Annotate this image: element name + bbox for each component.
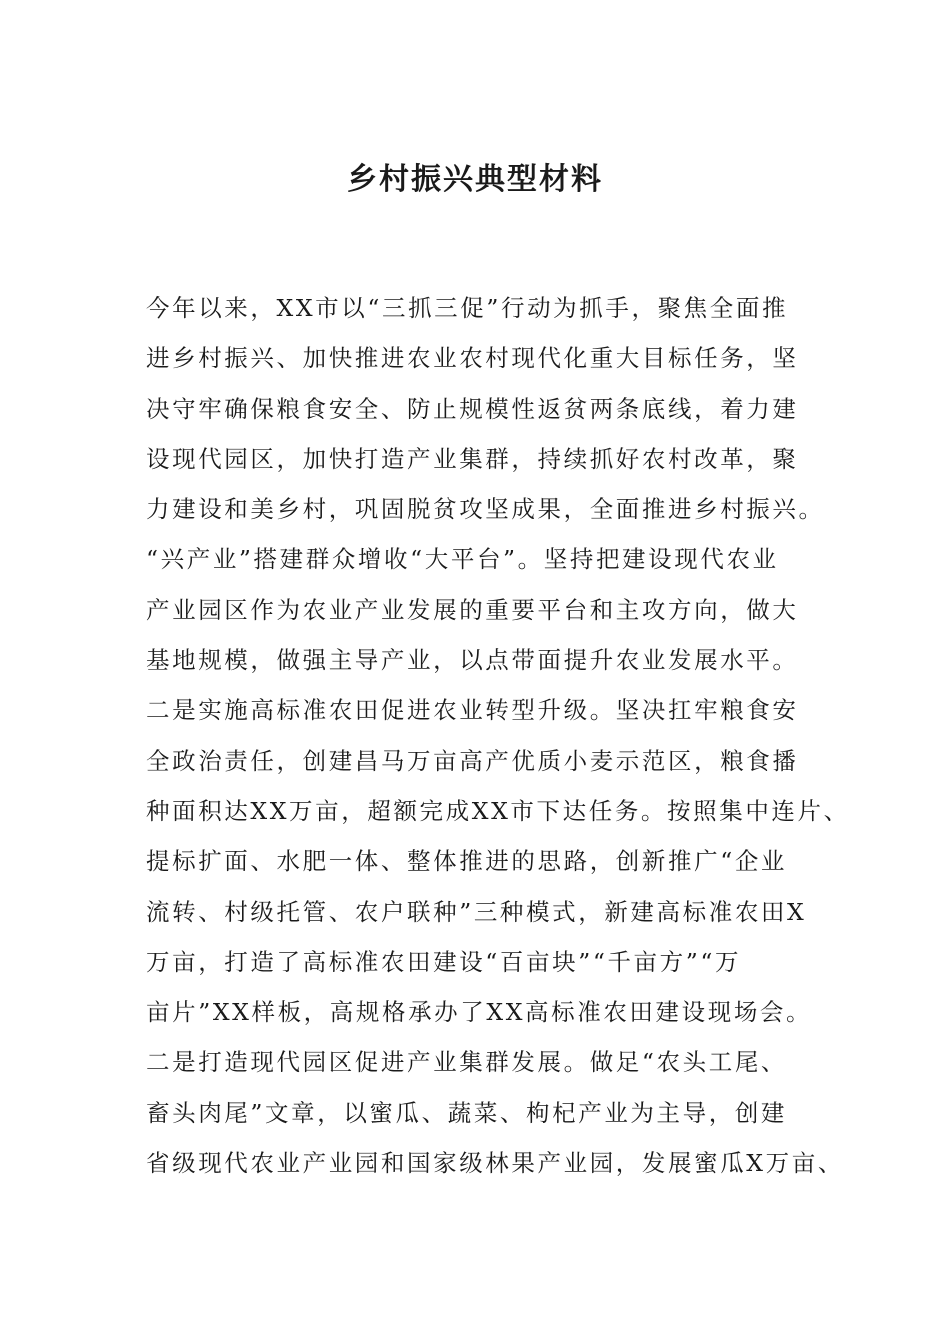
body-line: 产业园区作为农业产业发展的重要平台和主攻方向，做大 [146, 595, 799, 624]
body-line: 决守牢确保粮食安全、防止规模性返贫两条底线，着力建 [146, 394, 799, 423]
body-line: 流转、村级托管、农户联种”三种模式，新建高标准农田X [146, 897, 807, 926]
body-line: 二是打造现代园区促进产业集群发展。做足“农头工尾、 [146, 1048, 788, 1077]
body-line: 力建设和美乡村，巩固脱贫攻坚成果，全面推进乡村振兴。 [146, 495, 825, 524]
body-line: 设现代园区，加快打造产业集群，持续抓好农村改革，聚 [146, 444, 799, 473]
body-line: 全政治责任，创建昌马万亩高产优质小麦示范区，粮食播 [146, 746, 799, 775]
body-line: 进乡村振兴、加快推进农业农村现代化重大目标任务，坚 [146, 344, 799, 373]
body-line: 畜头肉尾”文章，以蜜瓜、蔬菜、枸杞产业为主导，创建 [146, 1098, 788, 1127]
body-line: 万亩，打造了高标准农田建设“百亩块”“千亩方”“万 [146, 947, 742, 976]
document-body [146, 283, 850, 1188]
body-line: “兴产业”搭建群众增收“大平台”。坚持把建设现代农业 [146, 545, 779, 574]
body-line: 基地规模，做强主导产业，以点带面提升农业发展水平。 [146, 646, 799, 675]
body-line: 二是实施高标准农田促进农业转型升级。坚决扛牢粮食安 [146, 696, 799, 725]
body-line: 亩片”XX样板，高规格承办了XX高标准农田建设现场会。 [146, 998, 813, 1027]
document-title: 乡村振兴典型材料 [347, 162, 603, 197]
body-line: 今年以来，XX市以“三抓三促”行动为抓手，聚焦全面推 [146, 294, 789, 322]
body-line: 种面积达XX万亩，超额完成XX市下达任务。按照集中连片、 [146, 796, 850, 825]
body-line: 提标扩面、水肥一体、整体推进的思路，创新推广“企业 [146, 847, 788, 876]
body-line: 省级现代农业产业园和国家级林果产业园，发展蜜瓜X万亩、 [146, 1149, 844, 1178]
